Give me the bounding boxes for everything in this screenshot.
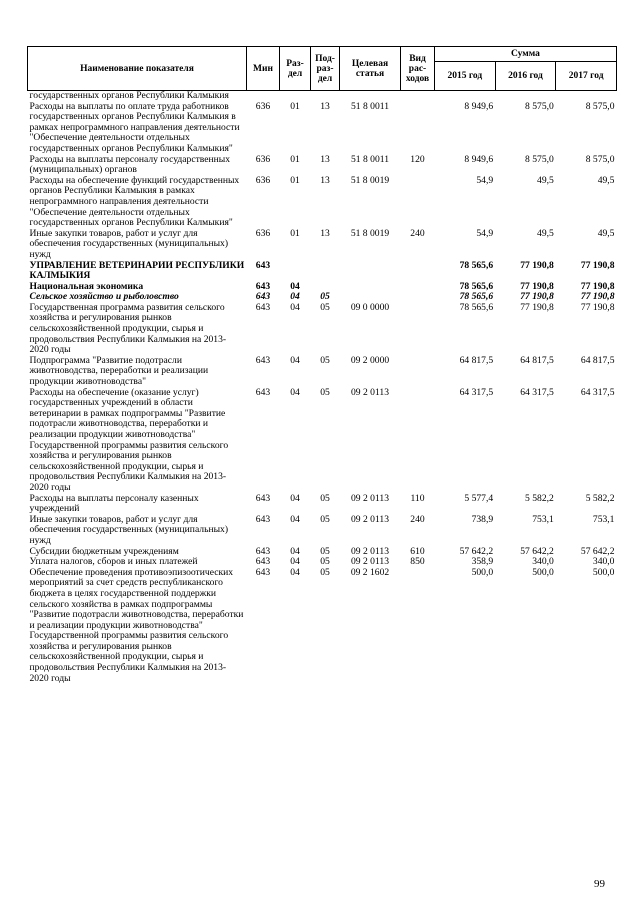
cell-name: Сельское хозяйство и рыболовство (29, 291, 179, 303)
cell-2017: 64 817,5 (580, 354, 615, 366)
cell-podrazdel: 13 (320, 227, 330, 239)
table-row (28, 261, 617, 282)
cell-2017: 500,0 (592, 566, 615, 578)
cell-podrazdel: 05 (320, 556, 330, 568)
header-2016: 2016 год (495, 62, 556, 91)
cell-2015 (435, 91, 496, 102)
cell-razdel: 04 (290, 513, 300, 525)
cell-vid (401, 388, 435, 494)
cell-vid: 110 (410, 492, 425, 504)
cell-vid (401, 282, 435, 293)
cell-2015: 64 817,5 (459, 354, 494, 366)
cell-podrazdel: 05 (320, 291, 330, 303)
table-row (28, 388, 617, 494)
cell-min (247, 91, 280, 102)
cell-2016: 49,5 (537, 227, 554, 239)
table-row (28, 155, 617, 176)
cell-min: 636 (255, 174, 271, 186)
cell-2015: 57 642,2 (459, 545, 494, 557)
page-number: 99 (594, 878, 605, 890)
budget-table (27, 46, 617, 684)
cell-2015: 8 949,6 (464, 153, 494, 165)
table-row (28, 102, 617, 155)
cell-name: Иные закупки товаров, работ и услуг для обеспечения государственных (муниципальных) нужд (29, 227, 229, 260)
cell-2016: 77 190,8 (520, 280, 554, 292)
cell-min: 643 (255, 513, 271, 525)
cell-vid (401, 356, 435, 388)
cell-razdel: 04 (290, 280, 300, 292)
cell-razdel: 01 (290, 100, 300, 112)
cell-2016: 64 817,5 (520, 354, 554, 366)
cell-name: Уплата налогов, сборов и иных платежей (29, 556, 198, 568)
cell-2017: 49,5 (597, 174, 615, 186)
cell-2016: 500,0 (532, 566, 554, 578)
cell-2016: 77 190,8 (520, 301, 554, 313)
cell-celevaya: 51 8 0019 (350, 174, 390, 186)
cell-vid: 240 (410, 227, 425, 239)
cell-2017: 57 642,2 (580, 545, 615, 557)
cell-name: Расходы на обеспечение функций государственных органов Республики Калмыкия в рамках непрограммного направления деятельности "Обеспечение деятельности отдельных государственных органов Республики Калмыкия" (29, 174, 240, 229)
cell-2017: 8 575,0 (585, 153, 615, 165)
cell-2015: 8 949,6 (464, 100, 494, 112)
table-row (28, 515, 617, 547)
cell-razdel: 04 (290, 556, 300, 568)
header-2017: 2017 год (556, 62, 617, 91)
cell-2015: 738,9 (471, 513, 494, 525)
cell-2015: 78 565,6 (459, 291, 494, 303)
cell-2016: 49,5 (537, 174, 554, 186)
table-row (28, 229, 617, 261)
cell-razdel: 04 (290, 386, 300, 398)
table-row (28, 176, 617, 229)
cell-razdel: 04 (290, 492, 300, 504)
cell-2016: 57 642,2 (520, 545, 554, 557)
cell-celevaya: 09 0 0000 (350, 301, 390, 313)
cell-name: Субсидии бюджетным учреждениям (29, 545, 179, 557)
cell-min: 643 (255, 259, 271, 271)
cell-2015: 78 565,6 (459, 301, 494, 313)
cell-name: Расходы на выплаты по оплате труда работников государственных органов Республики Калмыкия в рамках непрограммного направления деятельности "Обеспечение деятельности отдельных государственных органов Республики Калмыкия" (29, 100, 240, 154)
table-body (28, 91, 617, 685)
cell-celevaya: 51 8 0019 (350, 227, 390, 239)
cell-2016: 5 582,2 (525, 492, 554, 504)
cell-vid (401, 568, 435, 685)
cell-razdel: 01 (290, 227, 300, 239)
cell-name: Государственная программа развития сельского хозяйства и регулирования рынков сельскохозяйственной продукции, сырья и продовольствия Республики Калмыкия на 2013-2020 годы (29, 301, 227, 356)
cell-2016: 8 575,0 (525, 100, 554, 112)
cell-min: 643 (255, 386, 271, 398)
cell-podrazdel: 13 (320, 100, 330, 112)
cell-razdel (280, 91, 311, 102)
cell-name: УПРАВЛЕНИЕ ВЕТЕРИНАРИИ РЕСПУБЛИКИ КАЛМЫКИЯ (29, 259, 245, 282)
header-2015: 2015 год (435, 62, 496, 91)
table-row (28, 356, 617, 388)
cell-min: 643 (255, 280, 271, 292)
cell-celevaya: 09 2 0000 (350, 354, 390, 366)
cell-2017: 77 190,8 (580, 301, 615, 313)
cell-razdel: 04 (290, 291, 300, 303)
cell-razdel: 01 (290, 174, 300, 186)
cell-min: 636 (255, 153, 271, 165)
cell-podrazdel: 05 (320, 513, 330, 525)
cell-celevaya: 09 2 0113 (350, 386, 390, 398)
cell-celevaya: 09 2 0113 (350, 556, 390, 568)
cell-podrazdel: 05 (320, 386, 330, 398)
cell-podrazdel: 05 (320, 566, 330, 578)
budget-document (27, 46, 616, 684)
header-name: Наименование показателя (28, 47, 247, 91)
cell-vid: 120 (410, 153, 425, 165)
cell-celevaya (340, 91, 401, 102)
cell-2017: 77 190,8 (580, 280, 615, 292)
cell-2016: 77 190,8 (520, 259, 554, 271)
cell-min: 643 (255, 566, 271, 578)
header-podrazdel: Под- раз- дел (311, 47, 340, 91)
table-row (28, 303, 617, 356)
header-vid: Вид рас- ходов (401, 47, 435, 91)
cell-min: 643 (255, 354, 271, 366)
cell-2015: 358,9 (471, 556, 494, 568)
cell-vid: 240 (410, 513, 425, 525)
cell-min: 643 (255, 301, 271, 313)
cell-2017: 753,1 (592, 513, 615, 525)
cell-2016 (495, 91, 556, 102)
header-razdel: Раз- дел (280, 47, 311, 91)
cell-vid (401, 91, 435, 102)
cell-min: 643 (255, 556, 271, 568)
cell-2017: 64 317,5 (580, 386, 615, 398)
cell-min: 636 (255, 100, 271, 112)
header-min: Мин (247, 47, 280, 91)
cell-vid (401, 102, 435, 155)
cell-podrazdel: 13 (320, 174, 330, 186)
cell-2015: 5 577,4 (464, 492, 494, 504)
cell-vid (401, 261, 435, 282)
cell-2017: 5 582,2 (585, 492, 615, 504)
cell-2017: 77 190,8 (580, 259, 615, 271)
cell-2017: 77 190,8 (580, 291, 615, 303)
cell-vid: 610 (410, 545, 425, 557)
cell-name: Расходы на выплаты персоналу казенных учреждений (29, 492, 199, 515)
cell-celevaya (340, 261, 401, 282)
cell-name: Иные закупки товаров, работ и услуг для обеспечения государственных (муниципальных) нужд (29, 513, 229, 546)
cell-2016: 77 190,8 (520, 291, 554, 303)
cell-vid: 850 (410, 556, 425, 568)
cell-razdel: 04 (290, 301, 300, 313)
cell-2015: 54,9 (476, 227, 494, 239)
table-row (28, 91, 617, 102)
header-celevaya: Целевая статья (340, 47, 401, 91)
cell-razdel: 04 (290, 545, 300, 557)
cell-2017: 340,0 (592, 556, 615, 568)
cell-2016: 340,0 (532, 556, 554, 568)
cell-podrazdel (311, 261, 340, 282)
cell-2015: 54,9 (476, 174, 494, 186)
cell-2017: 8 575,0 (585, 100, 615, 112)
cell-name: Обеспечение проведения противоэпизоотических мероприятий за счет средств республиканского бюджета в целях государственной поддержки сельского хозяйства в рамках подпрограммы "Развитие подотрасли животноводства, переработки и реализации продукции животноводства" Государственной программы развития сельского хозяйства и регулирования рынков сельскохозяйственной продукции, сырья и продовольствия Республики Калмыкия на 2013-2020 годы (29, 566, 244, 684)
cell-name: Расходы на выплаты персоналу государственных (муниципальных) органов (29, 153, 231, 176)
cell-min: 643 (255, 492, 271, 504)
cell-celevaya: 09 2 1602 (350, 566, 390, 578)
cell-2016: 8 575,0 (525, 153, 554, 165)
cell-razdel: 01 (290, 153, 300, 165)
cell-2015: 78 565,6 (459, 259, 494, 271)
cell-podrazdel: 05 (320, 492, 330, 504)
table-row (28, 494, 617, 515)
cell-2015: 64 317,5 (459, 386, 494, 398)
table-header (28, 47, 617, 91)
cell-celevaya: 51 8 0011 (350, 153, 390, 165)
cell-name: Национальная экономика (29, 280, 144, 292)
cell-celevaya: 09 2 0113 (350, 513, 390, 525)
cell-celevaya: 09 2 0113 (350, 545, 390, 557)
cell-podrazdel: 13 (320, 153, 330, 165)
cell-podrazdel: 05 (320, 354, 330, 366)
cell-name: государственных органов Республики Калмыкия (29, 90, 229, 101)
cell-razdel: 04 (290, 354, 300, 366)
cell-2017 (556, 91, 617, 102)
cell-2015: 500,0 (471, 566, 494, 578)
cell-razdel: 04 (290, 566, 300, 578)
cell-2016: 753,1 (532, 513, 554, 525)
cell-2015: 78 565,6 (459, 280, 494, 292)
cell-razdel (280, 261, 311, 282)
cell-podrazdel: 05 (320, 301, 330, 313)
cell-celevaya (340, 282, 401, 293)
cell-vid (401, 292, 435, 303)
cell-celevaya: 09 2 0113 (350, 492, 390, 504)
cell-vid (401, 176, 435, 229)
cell-min: 643 (255, 545, 271, 557)
table-row (28, 568, 617, 685)
cell-podrazdel (311, 91, 340, 102)
cell-podrazdel: 05 (320, 545, 330, 557)
cell-2017: 49,5 (597, 227, 615, 239)
cell-min: 643 (255, 291, 271, 303)
cell-name: Расходы на обеспечение (оказание услуг) государственных учреждений в области ветеринарии в рамках подпрограммы "Развитие подотрасли животноводства, переработки и реализации продукции животноводства" Государственной программы развития сельского хозяйства и регулирования рынков сельскохозяйственной продукции, сырья и продовольствия Республики Калмыкия на 2013-2020 годы (29, 386, 229, 493)
cell-2016: 64 317,5 (520, 386, 554, 398)
header-summa: Сумма (435, 47, 617, 62)
cell-min: 636 (255, 227, 271, 239)
cell-name: Подпрограмма "Развитие подотрасли животноводства, переработки и реализации продукции животноводства" (29, 354, 209, 388)
cell-celevaya: 51 8 0011 (350, 100, 390, 112)
cell-vid (401, 303, 435, 356)
